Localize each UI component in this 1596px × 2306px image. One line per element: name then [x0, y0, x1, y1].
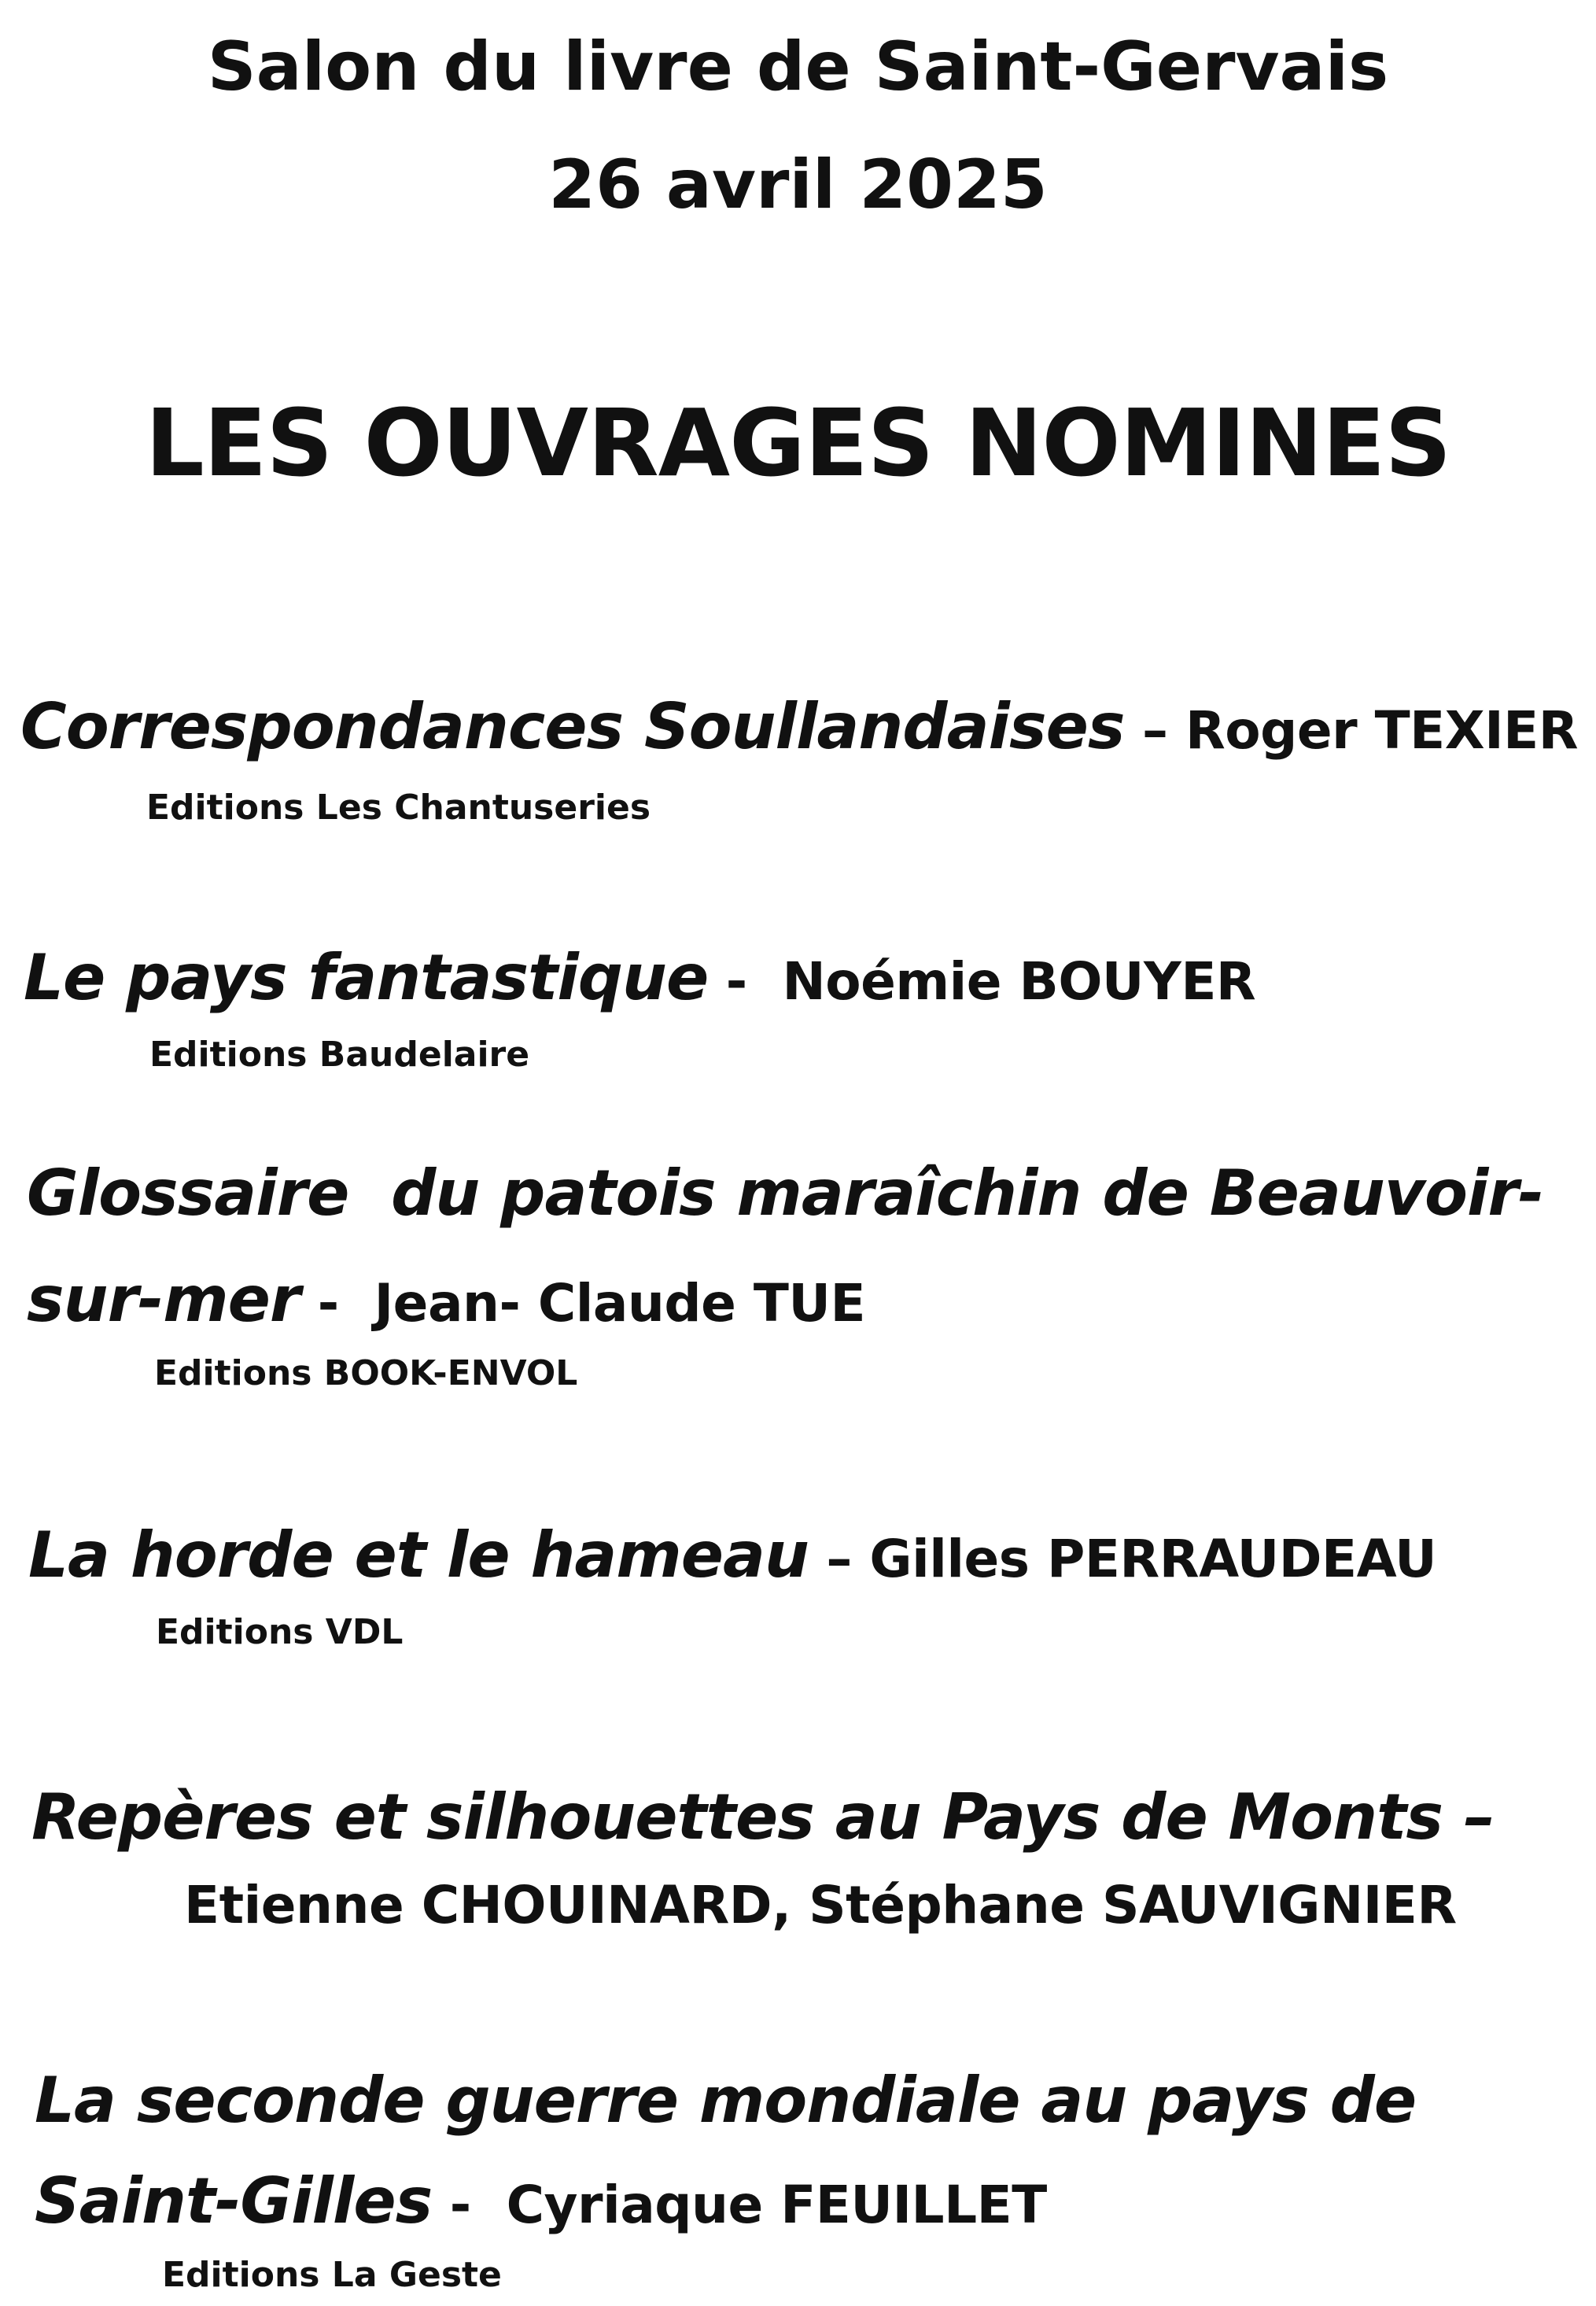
nominee-2 [24, 939, 1255, 1021]
book-author: Gilles PERRAUDEAU [869, 1529, 1437, 1589]
book-title: Correspondances Soullandaises [20, 690, 1125, 763]
book-title: La horde et le hameau [28, 1518, 809, 1592]
book-publisher: Editions BOOK-ENVOL [154, 1353, 578, 1393]
nominee-1 [20, 688, 1578, 770]
separator: - [432, 2175, 507, 2235]
book-title: Repères et silhouettes au Pays de Monts – [31, 1780, 1495, 1854]
book-publisher: Editions Baudelaire [149, 1035, 530, 1075]
nominee-6 [35, 2162, 1047, 2245]
book-publisher: Editions VDL [156, 1612, 404, 1652]
book-author: Cyriaque FEUILLET [506, 2175, 1047, 2235]
book-author: Roger TEXIER [1185, 700, 1579, 761]
book-title: Le pays fantastique [24, 941, 709, 1014]
book-publisher: Editions Les Chantuseries [146, 788, 651, 828]
separator: - [708, 951, 783, 1012]
book-publisher: Editions La Geste [162, 2255, 502, 2295]
book-author: Noémie BOUYER [782, 951, 1256, 1012]
nominee-3 [27, 1260, 865, 1343]
separator: – [1124, 700, 1185, 761]
book-authors: Etienne CHOUINARD, Stéphane SAUVIGNIER [184, 1875, 1457, 1935]
book-title-line2: sur-mer [27, 1263, 300, 1336]
event-date: 26 avril 2025 [548, 146, 1048, 224]
event-title: Salon du livre de Saint-Gervais [207, 28, 1389, 106]
separator: – [808, 1529, 870, 1589]
book-title-line1: La seconde guerre mondiale au pays de [35, 2064, 1417, 2137]
page-heading: LES OUVRAGES NOMINES [145, 389, 1451, 497]
separator: - [300, 1273, 374, 1334]
book-title-line2: Saint-Gilles [35, 2164, 433, 2238]
book-title-line1: Glossaire du patois maraîchin de Beauvoir- [27, 1157, 1544, 1230]
nominee-4 [28, 1516, 1436, 1599]
book-author: Jean- Claude TUE [374, 1273, 866, 1334]
